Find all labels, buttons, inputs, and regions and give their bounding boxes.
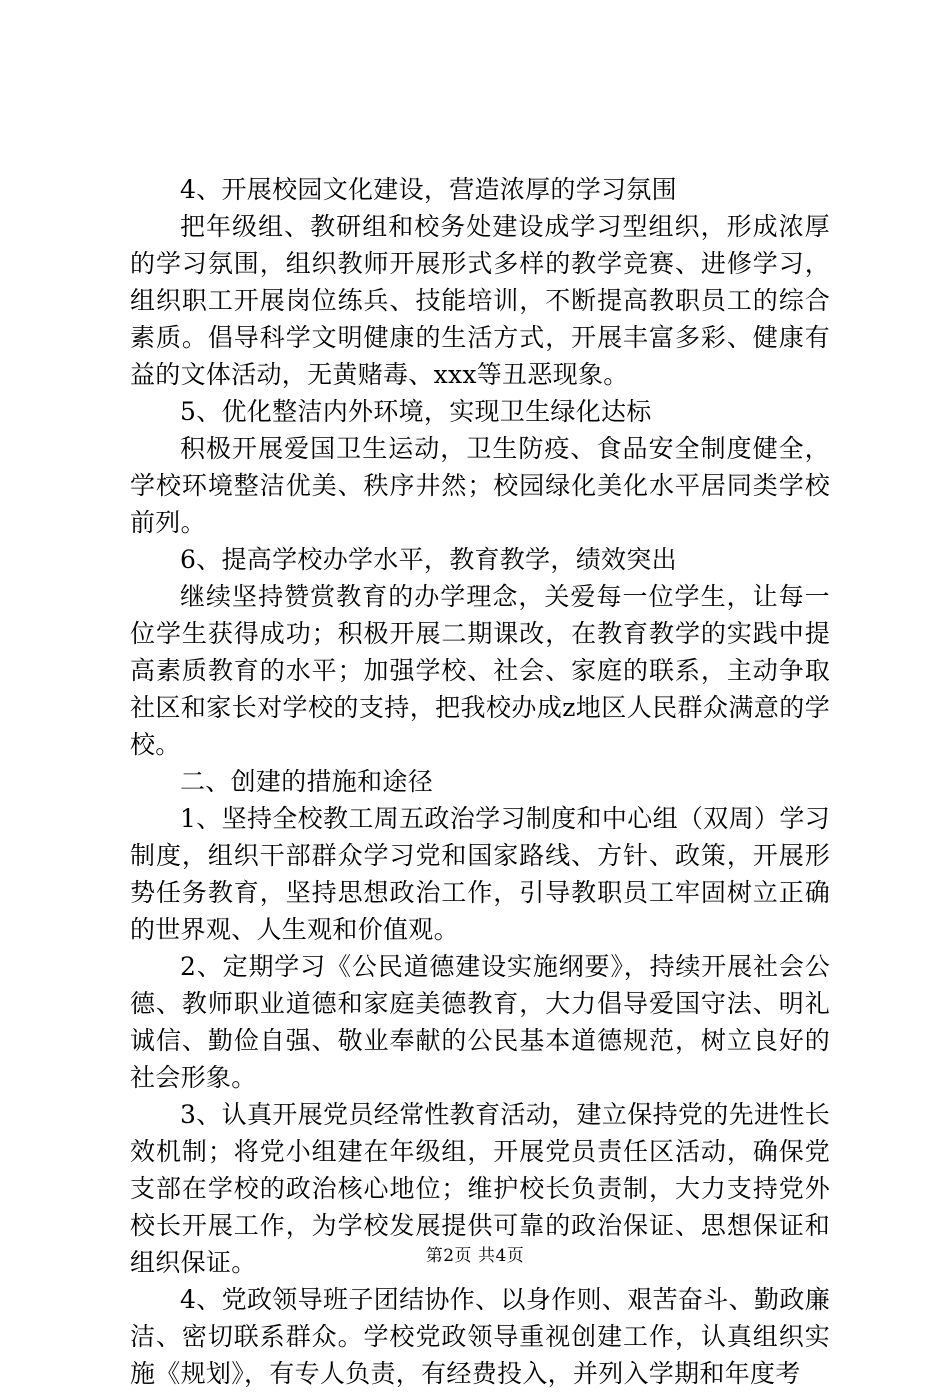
document-body — [130, 171, 830, 1392]
paragraph-measure-3: 3、认真开展党员经常性教育活动，建立保持党的先进性长效机制；将党小组建在年级组，开展党员责任区活动，确保党支部在学校的政治核心地位；维护校长负责制，大力支持党外校长开展工作，为学校发展提供可靠的政治保证、思想保证和组织保证。 — [130, 1100, 830, 1277]
paragraph-measure-2: 2、定期学习《公民道德建设实施纲要》，持续开展社会公德、教师职业道德和家庭美德教育，大力倡导爱国守法、明礼诚信、勤俭自强、敬业奉献的公民基本道德规范，树立良好的社会形象。 — [130, 952, 830, 1092]
section-heading-4: 4、开展校园文化建设，营造浓厚的学习氛围 — [180, 175, 677, 204]
paragraph-environment: 积极开展爱国卫生运动，卫生防疫、食品安全制度健全，学校环境整洁优美、秩序井然；校园绿化美化水平居同类学校前列。 — [130, 434, 830, 537]
paragraph-culture: 把年级组、教研组和校务处建设成学习型组织，形成浓厚的学习氛围，组织教师开展形式多样的教学竞赛、进修学习，组织职工开展岗位练兵、技能培训，不断提高教职员工的综合素质。倡导科学文明健康的生活方式，开展丰富多彩、健康有益的文体活动，无黄赌毒、xxx等丑恶现象。 — [130, 212, 830, 389]
section-heading-measures: 二、创建的措施和途径 — [180, 767, 434, 796]
paragraph-measure-1: 1、坚持全校教工周五政治学习制度和中心组（双周）学习制度，组织干部群众学习党和国家路线、方针、政策，开展形势任务教育，坚持思想政治工作，引导教职员工牢固树立正确的世界观、人生观和价值观。 — [130, 804, 830, 944]
page-footer: 第2页 共4页 — [425, 1246, 525, 1266]
paragraph-measure-4: 4、党政领导班子团结协作、以身作则、艰苦奋斗、勤政廉洁、密切联系群众。学校党政领导重视创建工作，认真组织实施《规划》，有专人负责，有经费投入，并列入学期和年度考 — [130, 1285, 830, 1388]
section-heading-6: 6、提高学校办学水平，教育教学，绩效突出 — [180, 545, 677, 574]
paragraph-teaching: 继续坚持赞赏教育的办学理念，关爱每一位学生，让每一位学生获得成功；积极开展二期课改，在教育教学的实践中提高素质教育的水平；加强学校、社会、家庭的联系，主动争取社区和家长对学校的支持，把我校办成z地区人民群众满意的学校。 — [130, 582, 830, 759]
section-heading-5: 5、优化整洁内外环境，实现卫生绿化达标 — [180, 397, 652, 426]
